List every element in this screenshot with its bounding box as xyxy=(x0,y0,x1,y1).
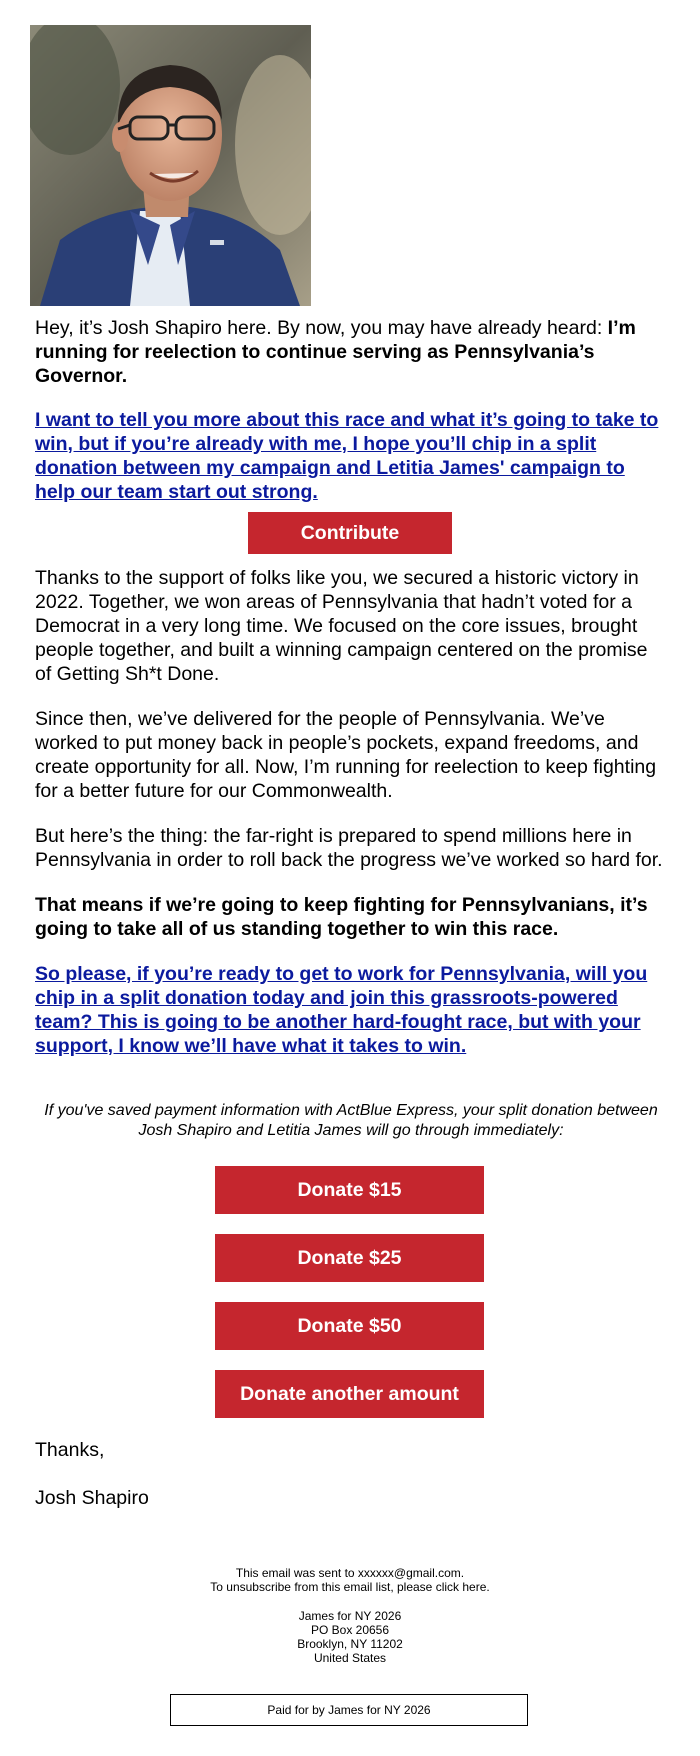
signoff-name: Josh Shapiro xyxy=(35,1487,149,1509)
grassroots-donation-link[interactable]: So please, if you’re ready to get to work for Pennsylvania, will you chip in a split donation today and join this grassroots-powered team? This is going to be another hard-fought race, but with your support, I know we’ll have what it takes to win. xyxy=(35,963,648,1057)
paragraph-far-right: But here’s the thing: the far-right is prepared to spend millions here in Pennsylvania in order to roll back the progress we’ve worked so hard for. xyxy=(35,825,663,871)
donate-other-button[interactable]: Donate another amount xyxy=(215,1370,484,1418)
signoff-thanks: Thanks, xyxy=(35,1439,105,1461)
footer-unsubscribe-line xyxy=(0,1580,700,1594)
email-body-continued xyxy=(35,566,667,1058)
footer-sent-suffix: . xyxy=(460,1566,465,1580)
footer-unsub-prefix: To unsubscribe from this email list, please xyxy=(210,1580,436,1594)
donate-15-button[interactable]: Donate $15 xyxy=(215,1166,484,1214)
donate-50-button[interactable]: Donate $50 xyxy=(215,1302,484,1350)
donate-25-button[interactable]: Donate $25 xyxy=(215,1234,484,1282)
footer-unsub-suffix: . xyxy=(486,1580,490,1594)
contribute-button[interactable]: Contribute xyxy=(248,512,452,554)
email-body xyxy=(35,316,667,504)
intro-paragraph xyxy=(35,316,667,388)
paragraph-victory: Thanks to the support of folks like you, we secured a historic victory in 2022. Together, we won areas of Pennsylvania that hadn’t voted for a Democrat in a very long time. We focused on the core issues, brought people together, and built a winning campaign centered on the promise of Getting Sh*t Done. xyxy=(35,567,648,685)
split-donation-link[interactable]: I want to tell you more about this race and what it’s going to take to win, but if you’re already with me, I hope you’ll chip in a split donation between my campaign and Letitia James' campaign to help our team start out strong. xyxy=(35,409,659,503)
unsubscribe-link[interactable]: click here xyxy=(435,1580,487,1594)
footer-org: James for NY 2026 xyxy=(298,1609,402,1623)
footer-sent-prefix: This email was sent to xyxy=(235,1566,358,1580)
footer-country: United States xyxy=(313,1651,387,1665)
intro-text: Hey, it’s Josh Shapiro here. By now, you may have already heard: xyxy=(35,317,608,339)
intro-bold-text: I’m running for reelection to continue serving as Pennsylvania’s Governor. xyxy=(35,317,636,387)
candidate-photo xyxy=(30,25,311,306)
footer-sent-line xyxy=(0,1566,700,1580)
footer-city: Brooklyn, NY 11202 xyxy=(297,1637,403,1651)
footer-address xyxy=(0,1609,700,1665)
link-paragraph-1 xyxy=(35,408,667,504)
paragraph-standing-together: That means if we’re going to keep fighting for Pennsylvanians, it’s going to take all of us standing together to win this race. xyxy=(35,894,648,940)
actblue-express-note: If you've saved payment information with ActBlue Express, your split donation between Josh Shapiro and Letitia James will go through immediately: xyxy=(44,1102,658,1139)
recipient-email-link[interactable]: xxxxxx@gmail.com xyxy=(357,1566,461,1580)
paragraph-delivered: Since then, we’ve delivered for the people of Pennsylvania. We’ve worked to put money back in people’s pockets, expand freedoms, and create opportunity for all. Now, I’m running for reelection to keep fighting for a better future for our Commonwealth. xyxy=(35,708,657,802)
footer-notice xyxy=(0,1566,700,1594)
paid-for-by-box: Paid for by James for NY 2026 xyxy=(170,1694,528,1726)
link-paragraph-2 xyxy=(35,962,667,1058)
footer-po-box: PO Box 20656 xyxy=(310,1623,390,1637)
